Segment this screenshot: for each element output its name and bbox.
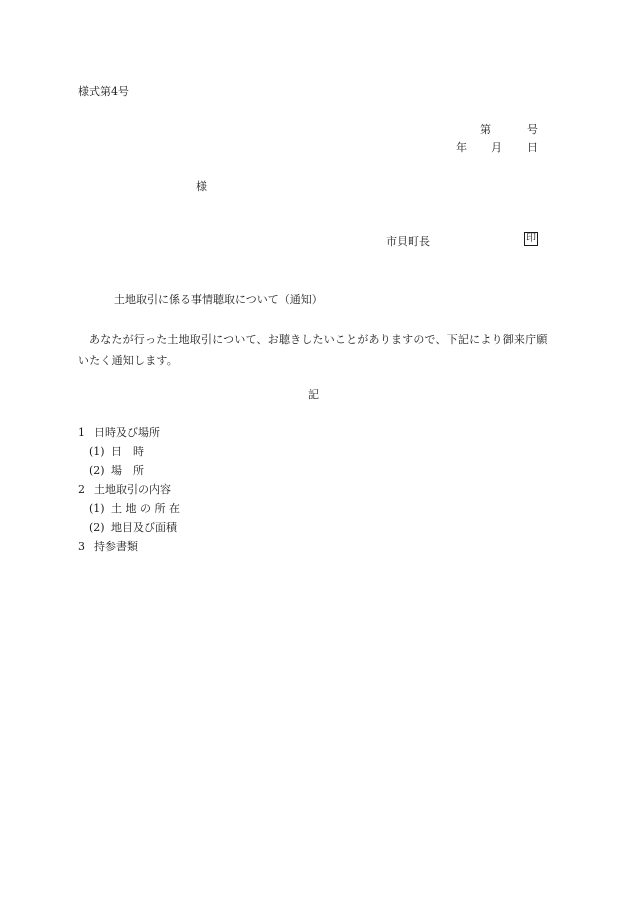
list-subitem-number: (2) xyxy=(89,464,105,477)
seal-stamp-icon: 印 xyxy=(526,233,536,244)
list-item-1-2 xyxy=(89,465,144,476)
ki-heading: 記 xyxy=(308,388,319,401)
sender-title: 市貝町長 xyxy=(386,235,430,248)
list-item-number: 2 xyxy=(78,483,85,496)
doc-number-suffix: 号 xyxy=(527,123,538,136)
list-item-text: 持参書類 xyxy=(94,540,138,553)
date-day-label: 日 xyxy=(527,141,538,154)
list-item-text: 日時及び場所 xyxy=(94,426,160,439)
list-item-1-1 xyxy=(89,446,144,457)
list-subitem-text: 地目及び面積 xyxy=(111,521,177,534)
date-month-label: 月 xyxy=(491,141,502,154)
list-subitem-text: 土 地 の 所 在 xyxy=(111,502,180,515)
list-item-3 xyxy=(78,541,138,552)
list-subitem-number: (1) xyxy=(89,502,105,515)
addressee-honorific: 様 xyxy=(196,180,207,193)
date-year-label: 年 xyxy=(456,141,467,154)
list-subitem-number: (1) xyxy=(89,445,105,458)
form-number: 様式第4号 xyxy=(78,85,129,98)
list-item-2 xyxy=(78,484,171,495)
list-item-number: 3 xyxy=(78,540,85,553)
doc-number-label: 第 xyxy=(480,123,491,136)
list-item-2-2 xyxy=(89,522,177,533)
list-item-number: 1 xyxy=(78,426,85,439)
list-subitem-text: 日 時 xyxy=(111,445,144,458)
list-item-1 xyxy=(78,427,160,438)
list-item-2-1 xyxy=(89,503,180,514)
subject-title: 土地取引に係る事情聴取について（通知） xyxy=(114,293,323,306)
body-paragraph: あなたが行った土地取引について、お聴きしたいことがありますので、下記により御来庁願いたく通知します。 xyxy=(78,333,548,367)
list-item-text: 土地取引の内容 xyxy=(94,483,171,496)
list-subitem-number: (2) xyxy=(89,521,105,534)
list-subitem-text: 場 所 xyxy=(111,464,144,477)
